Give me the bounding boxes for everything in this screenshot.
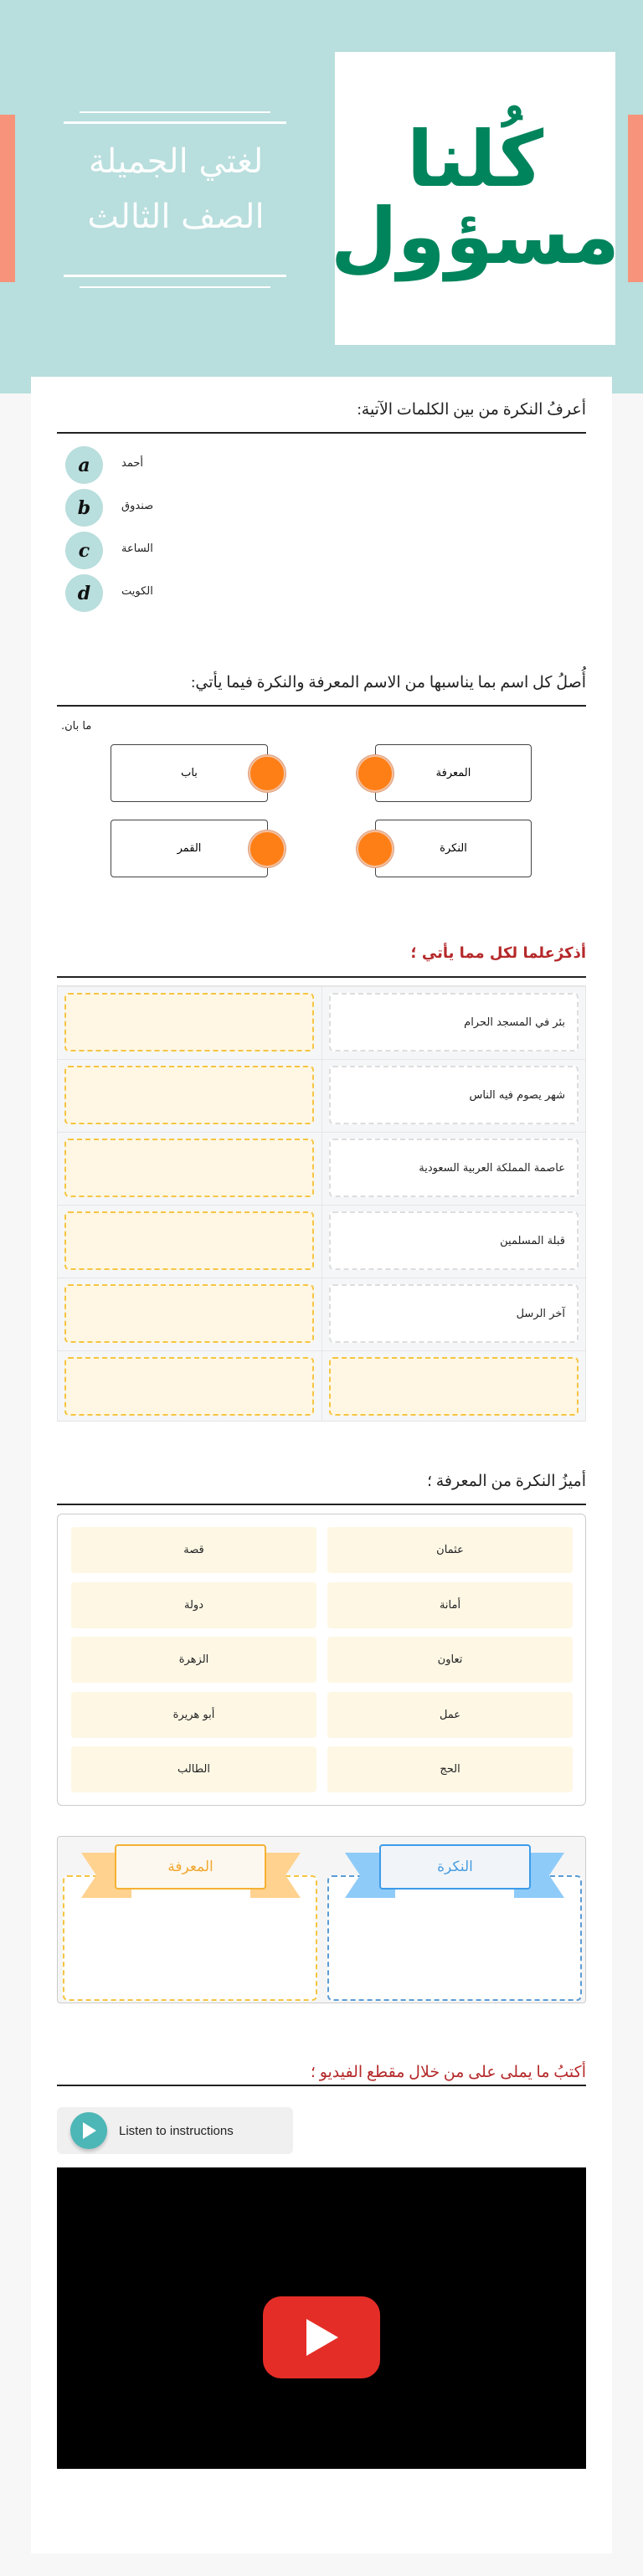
question-title: أعرفُ النكرة من بين الكلمات الآتية: bbox=[357, 401, 586, 419]
worksheet-title: لغتي الجميلة bbox=[88, 142, 264, 181]
divider bbox=[64, 121, 286, 124]
video-player[interactable] bbox=[57, 2167, 586, 2469]
group-label-marifa: المعرفة bbox=[115, 1844, 266, 1890]
connector-dot[interactable] bbox=[249, 755, 285, 792]
answer-drop-cell[interactable] bbox=[329, 1357, 579, 1416]
word-tile[interactable]: أمانة bbox=[327, 1582, 573, 1628]
answer-drop-cell[interactable] bbox=[64, 1139, 314, 1197]
word-tile[interactable]: قصة bbox=[71, 1527, 316, 1573]
sort-groups bbox=[57, 1836, 586, 2003]
listen-instructions-button[interactable] bbox=[57, 2107, 293, 2154]
decor-bar-left bbox=[0, 115, 15, 282]
word-tile[interactable]: عمل bbox=[327, 1692, 573, 1738]
word-bank bbox=[57, 1514, 586, 1806]
match-item-right[interactable]: المعرفة bbox=[375, 744, 532, 802]
word-tile[interactable]: تعاون bbox=[327, 1637, 573, 1683]
match-item-left[interactable]: القمر bbox=[111, 820, 268, 877]
answer-drop-cell[interactable] bbox=[64, 1284, 314, 1343]
word-tile[interactable]: الزهرة bbox=[71, 1637, 316, 1683]
word-tile[interactable]: الطالب bbox=[71, 1746, 316, 1792]
word-tile[interactable]: الحج bbox=[327, 1746, 573, 1792]
connector-dot[interactable] bbox=[357, 830, 394, 867]
answer-drop-cell[interactable] bbox=[64, 1066, 314, 1124]
prompt-cell: بئر في المسجد الحرام bbox=[329, 993, 579, 1051]
hint-text: ما بان. bbox=[61, 720, 92, 733]
option-text[interactable]: أحمد bbox=[121, 457, 143, 470]
option-text[interactable]: الكويت bbox=[121, 585, 153, 598]
divider bbox=[57, 432, 586, 434]
divider bbox=[80, 286, 270, 288]
option-letter-badge[interactable]: d bbox=[65, 574, 103, 612]
answer-drop-cell[interactable] bbox=[64, 1211, 314, 1270]
word-tile[interactable]: عثمان bbox=[327, 1527, 573, 1573]
question-title: أميزُ النكرة من المعرفة ؛ bbox=[426, 1473, 586, 1490]
option-letter-badge[interactable]: a bbox=[65, 446, 103, 484]
divider bbox=[57, 705, 586, 707]
option-text[interactable]: صندوق bbox=[121, 500, 154, 512]
worksheet-grade: الصف الثالث bbox=[87, 198, 265, 236]
connector-dot[interactable] bbox=[357, 755, 394, 792]
divider bbox=[80, 111, 270, 113]
prompt-cell: آخر الرسل bbox=[329, 1284, 579, 1343]
divider bbox=[57, 976, 586, 978]
prompt-cell: شهر يصوم فيه الناس bbox=[329, 1066, 579, 1124]
option-text[interactable]: الساعة bbox=[121, 542, 153, 555]
prompt-cell: عاصمة المملكة العربية السعودية bbox=[329, 1139, 579, 1197]
divider bbox=[57, 1504, 586, 1505]
question-title: أكتبُ ما يملى على من خلال مقطع الفيديو ؛ bbox=[310, 2064, 586, 2081]
question-title: أذكرُعلما لكل مما يأتي ؛ bbox=[410, 944, 586, 962]
listen-label: Listen to instructions bbox=[119, 2123, 234, 2138]
match-item-left[interactable]: باب bbox=[111, 744, 268, 802]
play-icon bbox=[70, 2112, 107, 2149]
divider bbox=[57, 2085, 586, 2086]
group-label-nakira: النكرة bbox=[379, 1844, 531, 1890]
logo: كُلنا مسؤول bbox=[335, 52, 615, 345]
prompt-cell: قبلة المسلمين bbox=[329, 1211, 579, 1270]
youtube-play-icon[interactable] bbox=[263, 2296, 380, 2378]
word-tile[interactable]: دولة bbox=[71, 1582, 316, 1628]
connector-dot[interactable] bbox=[249, 830, 285, 867]
option-letter-badge[interactable]: b bbox=[65, 489, 103, 527]
answer-drop-cell[interactable] bbox=[64, 993, 314, 1051]
answer-drop-cell[interactable] bbox=[64, 1357, 314, 1416]
match-item-right[interactable]: النكرة bbox=[375, 820, 532, 877]
question-title: أُصلُ كل اسم بما يناسبها من الاسم المعرفة والنكرة فيما يأتي: bbox=[191, 674, 586, 692]
word-tile[interactable]: أبو هريرة bbox=[71, 1692, 316, 1738]
divider bbox=[64, 275, 286, 277]
answer-table bbox=[57, 985, 586, 1422]
option-letter-badge[interactable]: c bbox=[65, 532, 103, 569]
decor-bar-right bbox=[628, 115, 643, 282]
